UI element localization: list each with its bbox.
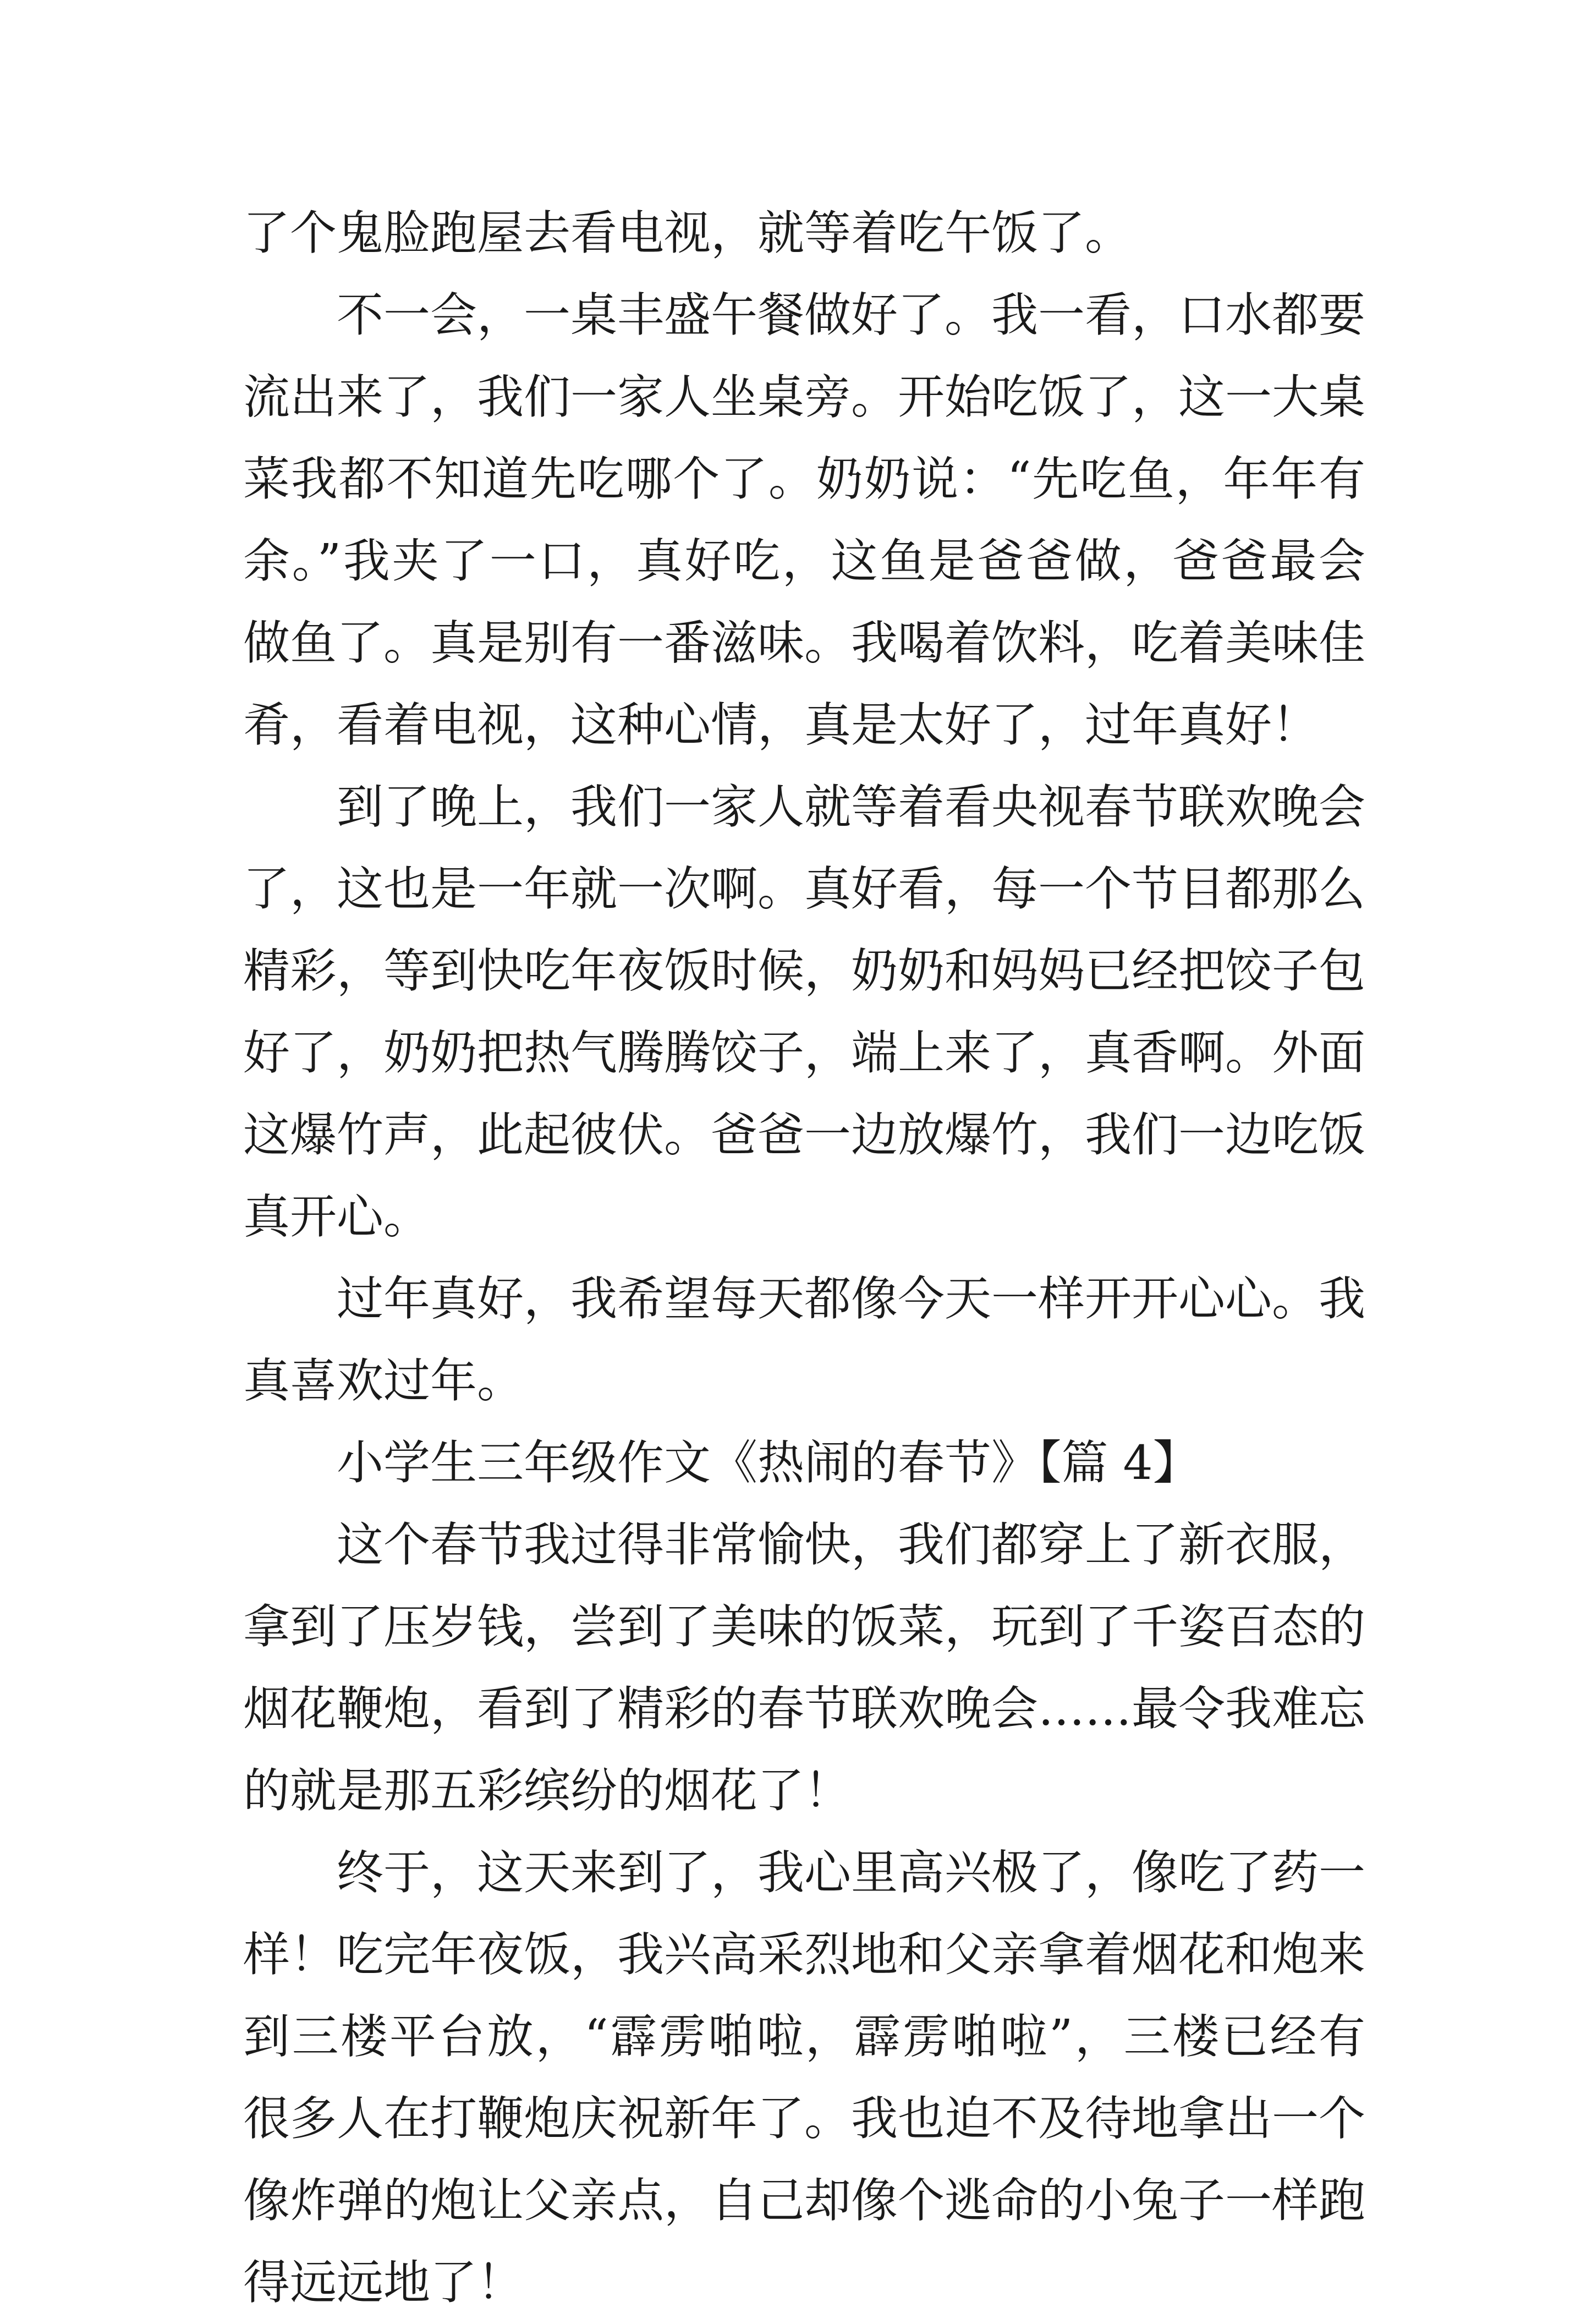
paragraph: 终于，这天来到了，我心里高兴极了，像吃了药一样！吃完年夜饭，我兴高采烈地和父亲拿着烟花和炮来到三楼平台放，“霹雳啪啦，霹雳啪啦”，三楼已经有很多人在打鞭炮庆祝新年了。我也迫不及待地拿出一个像炸弹的炮让父亲点，自己却像个逃命的小兔子一样跑得远远地了！: [243, 1846, 1366, 2310]
paragraph-continuation: 了个鬼脸跑屋去看电视，就等着吃午饭了。: [243, 206, 1132, 261]
paragraph: 不一会，一桌丰盛午餐做好了。我一看，口水都要流出来了，我们一家人坐桌旁。开始吃饭了，这一大桌菜我都不知道先吃哪个了。奶奶说：“先吃鱼，年年有余。”我夹了一口，真好吃，这鱼是爸爸做，爸爸最会做鱼了。真是别有一番滋味。我喝着饮料，吃着美味佳肴，看着电视，这种心情，真是太好了，过年真好！: [243, 288, 1366, 753]
paragraph: 过年真好，我希望每天都像今天一样开开心心。我真喜欢过年。: [243, 1272, 1366, 1408]
document-body: [243, 193, 1365, 2324]
paragraph: 到了晚上，我们一家人就等着看央视春节联欢晚会了，这也是一年就一次啊。真好看，每一个节目都那么精彩，等到快吃年夜饭时候，奶奶和妈妈已经把饺子包好了，奶奶把热气腾腾饺子，端上来了，真香啊。外面这爆竹声，此起彼伏。爸爸一边放爆竹，我们一边吃饭真开心。: [243, 780, 1366, 1245]
paragraph: 这个春节我过得非常愉快，我们都穿上了新衣服，拿到了压岁钱，尝到了美味的饭菜，玩到了千姿百态的烟花鞭炮，看到了精彩的春节联欢晚会……最令我难忘的就是那五彩缤纷的烟花了！: [243, 1518, 1366, 1818]
section-heading: 小学生三年级作文《热闹的春节》【篇 4】: [337, 1436, 1200, 1490]
